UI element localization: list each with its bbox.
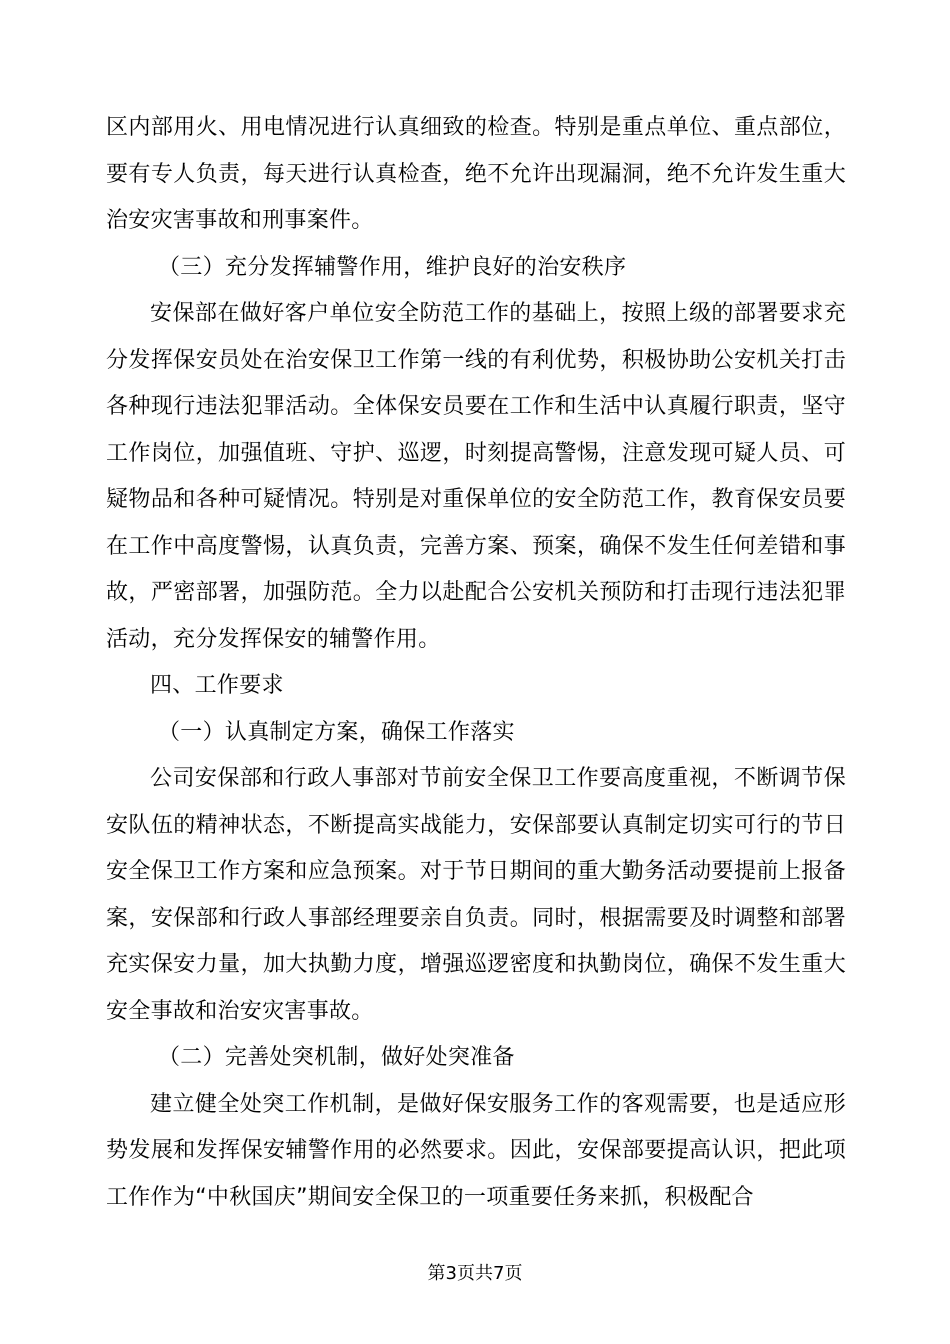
page-number: 第3页共7页	[427, 1263, 523, 1284]
subheading-1: （一）认真制定方案，确保工作落实	[158, 719, 515, 745]
subheading-2: （二）完善处突机制，做好处突准备	[158, 1045, 515, 1070]
paragraph: 建立健全处突工作机制，是做好保安服务工作的客观需要，也是适应形势发展和发挥保安辅警作用的必然要求。因此，安保部要提高认识，把此项工作作为“中秋国庆”期间安全保卫的一项重要任务来抓，积极配合	[106, 1091, 846, 1210]
document-body	[106, 105, 846, 1221]
paragraph: 安保部在做好客户单位安全防范工作的基础上，按照上级的部署要求充分发挥保安员处在治安保卫工作第一线的有利优势，积极协助公安机关打击各种现行违法犯罪活动。全体保安员要在工作和生活中认真履行职责，坚守工作岗位，加强值班、守护、巡逻，时刻提高警惕，注意发现可疑人员、可疑物品和各种可疑情况。特别是对重保单位的安全防范工作，教育保安员要在工作中高度警惕，认真负责，完善方案、预案，确保不发生任何差错和事故，严密部署，加强防范。全力以赴配合公安机关预防和打击现行违法犯罪活动，充分发挥保安的辅警作用。	[106, 301, 846, 652]
paragraph: 公司安保部和行政人事部对节前安全保卫工作要高度重视，不断调节保安队伍的精神状态，不断提高实战能力，安保部要认真制定切实可行的节日安全保卫工作方案和应急预案。对于节日期间的重大勤务活动要提前上报备案，安保部和行政人事部经理要亲自负责。同时，根据需要及时调整和部署充实保安力量，加大执勤力度，增强巡逻密度和执勤岗位，确保不发生重大安全事故和治安灾害事故。	[106, 766, 846, 1024]
section-heading-4: 四、工作要求	[150, 673, 284, 698]
paragraph-continued: 区内部用火、用电情况进行认真细致的检查。特别是重点单位、重点部位，要有专人负责，每天进行认真检查，绝不允许出现漏洞，绝不允许发生重大治安灾害事故和刑事案件。	[106, 115, 846, 233]
subheading-3: （三）充分发挥辅警作用，维护良好的治安秩序	[158, 254, 627, 280]
